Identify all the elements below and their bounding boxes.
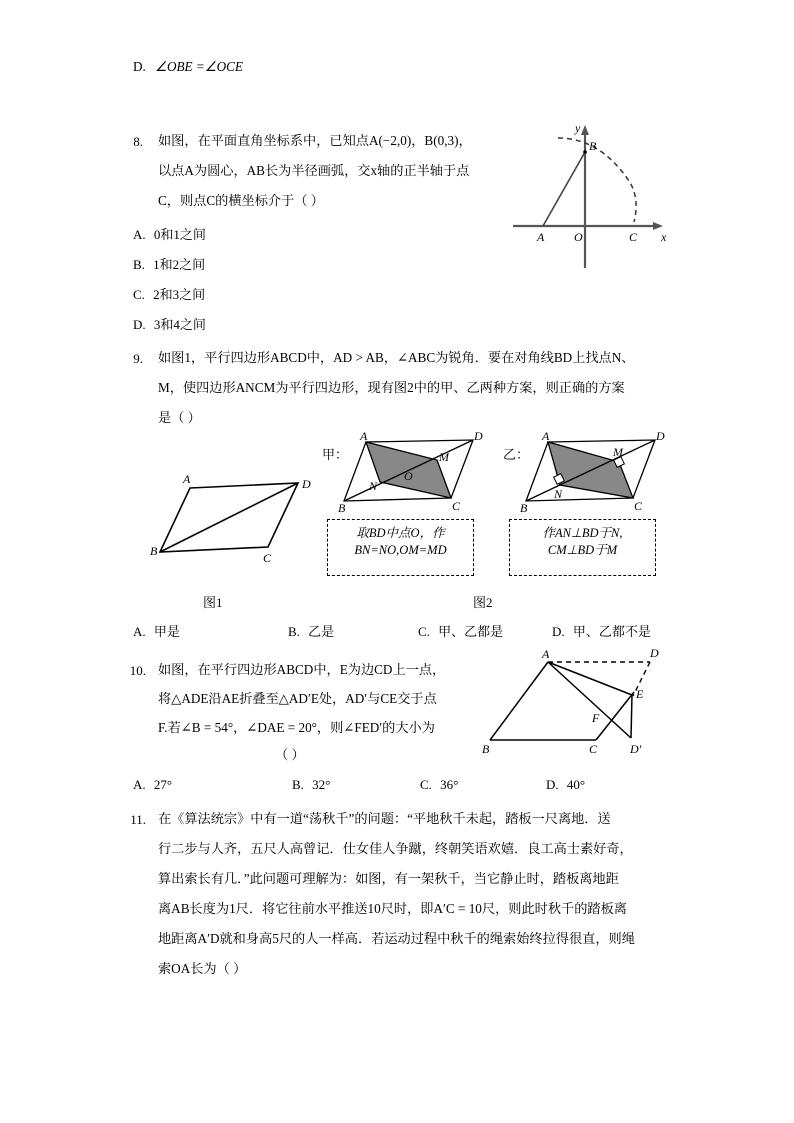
figure-2-caption: 图2 bbox=[473, 595, 493, 610]
question-8-option-a-letter: A. bbox=[133, 227, 146, 242]
carryover-option-text: ∠OBE =∠OCE bbox=[155, 59, 243, 74]
scheme-yi-note bbox=[509, 519, 656, 576]
scheme-jia-note-line-2: BN=NO,OM=MD bbox=[354, 542, 447, 557]
question-11-line-6: 索OA长为（ ） bbox=[158, 961, 247, 976]
figure-9-1-label-C: C bbox=[263, 551, 272, 565]
figure-10-label-F: F bbox=[592, 711, 600, 725]
figure-8-label-O: O bbox=[574, 230, 583, 244]
figure-yi-label-D: D bbox=[656, 430, 665, 443]
question-10-line-1: 如图，在平行四边形ABCD中，E为边CD上一点， bbox=[158, 662, 446, 677]
question-10-number: 10. bbox=[129, 663, 146, 678]
question-10-option-c[interactable] bbox=[420, 777, 458, 793]
figure-jia-label-O: O bbox=[404, 469, 413, 483]
question-8-figure bbox=[505, 108, 675, 268]
question-8-option-c[interactable] bbox=[133, 284, 205, 303]
question-8-line-1: 如图，在平面直角坐标系中，已知点A(−2,0)，B(0,3)， bbox=[158, 133, 472, 148]
figure-yi-label-M: M bbox=[613, 445, 623, 459]
question-8-option-b[interactable] bbox=[133, 254, 205, 273]
question-10-option-d[interactable] bbox=[546, 777, 585, 793]
question-8-option-b-text: 1和2之间 bbox=[153, 257, 206, 272]
question-10-option-d-letter: D. bbox=[546, 777, 559, 792]
figure-jia-label-B: B bbox=[338, 501, 346, 515]
question-10-option-a[interactable] bbox=[133, 777, 172, 793]
figure-yi-label-B: B bbox=[520, 501, 528, 515]
question-9-option-c[interactable] bbox=[418, 621, 503, 640]
scheme-jia-label: 甲： bbox=[322, 447, 349, 462]
question-9-option-b[interactable] bbox=[288, 621, 334, 640]
question-8-option-d[interactable] bbox=[133, 314, 206, 333]
question-9-option-a-letter: A. bbox=[133, 624, 146, 639]
question-8-option-c-letter: C. bbox=[133, 287, 145, 302]
question-11-line-1: 在《算法统宗》中有一道“荡秋千”的问题：“平地秋千未起，踏板一尺离地．送 bbox=[158, 811, 611, 826]
scheme-jia-note bbox=[327, 519, 474, 576]
question-8-line-2: 以点A为圆心，AB长为半径画弧，交x轴的正半轴于点 bbox=[158, 163, 470, 178]
figure-9-1-label-A: A bbox=[183, 472, 191, 486]
figure-yi-label-N: N bbox=[554, 487, 563, 501]
question-8-number: 8. bbox=[133, 134, 143, 149]
figure-yi-label-A: A bbox=[542, 430, 550, 443]
scheme-jia-note-line-1: 取BD中点O，作 bbox=[356, 526, 445, 540]
question-9-option-d[interactable] bbox=[552, 621, 651, 640]
question-9-line-2: M，使四边形ANCM为平行四边形，现有图2中的甲、乙两种方案，则正确的方案 bbox=[158, 380, 625, 395]
figure-10-label-A: A bbox=[542, 647, 550, 661]
question-11-line-4: 离AB长度为1尺．将它往前水平推送10尺时，即A′C = 10尺，则此时秋千的踏板离 bbox=[158, 901, 627, 916]
figure-8-label-A: A bbox=[537, 230, 545, 244]
question-11-line-3: 算出索长有几．”此问题可理解为：如图，有一架秋千，当它静止时，踏板离地距 bbox=[158, 871, 619, 886]
question-9-line-3: 是（ ） bbox=[158, 410, 201, 425]
figure-10-label-D: D bbox=[650, 646, 659, 660]
figure-jia-label-N: N bbox=[369, 479, 378, 493]
figure-9-1-label-B: B bbox=[150, 544, 158, 558]
question-10-option-c-letter: C. bbox=[420, 777, 432, 792]
scheme-yi-label: 乙： bbox=[503, 447, 530, 462]
scheme-yi-note-line-2: CM⊥BD于M bbox=[547, 542, 618, 557]
figure-10-label-E: E bbox=[636, 687, 644, 701]
question-10-option-a-text: 27° bbox=[153, 777, 173, 792]
figure-10-label-B: B bbox=[482, 742, 490, 756]
question-11-number: 11. bbox=[130, 812, 146, 827]
figure-1-caption: 图1 bbox=[203, 595, 223, 610]
question-8-option-a-text: 0和1之间 bbox=[153, 227, 206, 242]
question-9-figure-jia bbox=[338, 430, 488, 520]
question-8-option-a[interactable] bbox=[133, 224, 206, 243]
figure-8-label-B: B bbox=[589, 139, 597, 153]
question-9-option-a-text: 甲是 bbox=[153, 624, 180, 639]
figure-jia-label-A: A bbox=[360, 430, 368, 443]
question-8-option-b-letter: B. bbox=[133, 257, 145, 272]
question-8-line-3: C，则点C的横坐标介于（ ） bbox=[158, 193, 324, 208]
question-9-figure-1 bbox=[150, 440, 315, 570]
question-9-option-c-text: 甲、乙都是 bbox=[438, 624, 504, 639]
question-10-line-4: （ ） bbox=[275, 747, 305, 762]
question-9-option-c-letter: C. bbox=[418, 624, 430, 639]
question-11-line-5: 地距离A′D就和身高5尺的人一样高．若运动过程中秋千的绳索始终拉得很直，则绳 bbox=[158, 931, 635, 946]
question-10-option-a-letter: A. bbox=[133, 777, 146, 792]
question-9-option-b-text: 乙是 bbox=[308, 624, 335, 639]
question-9-option-d-letter: D. bbox=[552, 624, 565, 639]
question-10-option-b[interactable] bbox=[292, 777, 330, 793]
question-9-line-1: 如图1，平行四边形ABCD中，AD > AB，∠ABC为锐角．要在对角线BD上找点N、 bbox=[158, 350, 635, 365]
figure-10-label-C: C bbox=[589, 742, 598, 756]
scheme-yi-note-line-1: 作AN⊥BD于N, bbox=[542, 526, 623, 540]
carryover-option-letter: D. bbox=[133, 59, 146, 74]
question-10-option-b-text: 32° bbox=[312, 777, 331, 792]
question-10-option-d-text: 40° bbox=[566, 777, 586, 792]
figure-jia-label-C: C bbox=[452, 499, 461, 513]
question-9-option-a[interactable] bbox=[133, 621, 180, 640]
figure-jia-label-M: M bbox=[439, 450, 449, 464]
question-9-number: 9. bbox=[133, 351, 143, 366]
question-10-figure bbox=[482, 640, 672, 760]
question-10-option-c-text: 36° bbox=[440, 777, 459, 792]
figure-8-label-C: C bbox=[629, 230, 638, 244]
figure-yi-label-C: C bbox=[634, 499, 643, 513]
carryover-option-d bbox=[133, 60, 243, 75]
figure-10-label-D-prime: D′ bbox=[630, 742, 642, 756]
question-8-option-d-letter: D. bbox=[133, 317, 146, 332]
question-8-option-d-text: 3和4之间 bbox=[153, 317, 206, 332]
question-8-option-c-text: 2和3之间 bbox=[153, 287, 206, 302]
figure-9-1-label-D: D bbox=[302, 477, 311, 491]
figure-jia-label-D: D bbox=[474, 430, 483, 443]
question-10-line-3: F.若∠B = 54°，∠DAE = 20°，则∠FED′的大小为 bbox=[158, 720, 435, 735]
figure-8-label-y-axis: y bbox=[575, 121, 581, 135]
figure-8-label-x-axis: x bbox=[661, 230, 667, 244]
question-9-option-b-letter: B. bbox=[288, 624, 300, 639]
question-11-line-2: 行二步与人齐，五尺人高曾记．仕女佳人争蹴，终朝笑语欢嬉．良工高士素好奇， bbox=[158, 841, 633, 856]
question-10-option-b-letter: B. bbox=[292, 777, 304, 792]
question-10-line-2: 将△ADE沿AE折叠至△AD′E处，AD′与CE交于点 bbox=[158, 691, 437, 706]
question-9-option-d-text: 甲、乙都不是 bbox=[572, 624, 651, 639]
question-9-figure-yi bbox=[520, 430, 670, 520]
